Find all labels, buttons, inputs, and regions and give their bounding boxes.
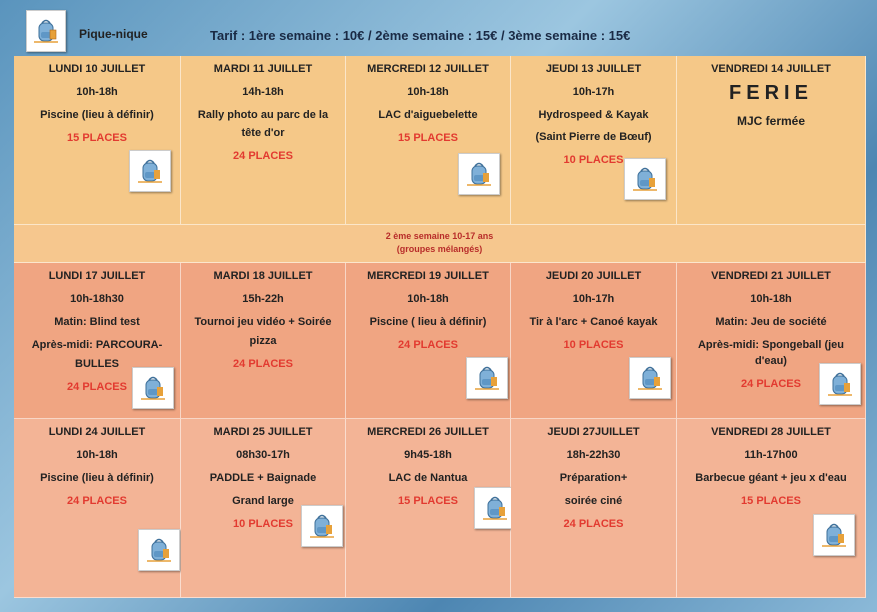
day-activity: Matin: Jeu de société: [715, 316, 827, 328]
day-time: 10h-17h: [572, 86, 615, 98]
day-places: 24 PLACES: [563, 518, 624, 530]
backpack-icon: [630, 164, 660, 194]
day-title: MARDI 25 JUILLET: [213, 426, 313, 438]
day-time: 10h-18h: [407, 86, 449, 98]
day-time: 14h-18h: [242, 86, 284, 98]
day-activity: d'eau): [755, 355, 787, 367]
day-time: 11h-17h00: [744, 449, 798, 461]
day-cell-mercredi-12: [346, 56, 511, 225]
day-title: MARDI 18 JUILLET: [213, 270, 313, 282]
day-title: LUNDI 10 JUILLET: [48, 63, 146, 75]
day-activity: Tournoi jeu vidéo + Soirée: [194, 316, 332, 328]
day-activity: Après-midi: Spongeball (jeu: [697, 339, 845, 351]
backpack-icon: [144, 535, 174, 565]
day-title: VENDREDI 21 JUILLET: [711, 270, 831, 282]
day-title: JEUDI 13 JUILLET: [545, 63, 642, 75]
day-places: 15 PLACES: [398, 132, 458, 144]
picnic-badge: [138, 529, 180, 571]
day-cell-lundi-24: [14, 419, 181, 598]
ferie-label: FERIE: [729, 82, 813, 104]
day-cell-jeudi-20: [511, 263, 677, 419]
backpack-icon: [480, 493, 510, 523]
day-time: 15h-22h: [242, 293, 284, 305]
day-cell-mardi-25: [181, 419, 346, 598]
day-places: 24 PLACES: [67, 495, 127, 507]
day-places: 15 PLACES: [398, 495, 458, 507]
day-places: 10 PLACES: [563, 339, 624, 351]
day-time: 10h-18h: [76, 86, 118, 98]
day-title: JEUDI 27JUILLET: [547, 426, 640, 438]
day-places: 10 PLACES: [233, 518, 293, 530]
day-cell-mardi-18: [181, 263, 346, 419]
day-cell-lundi-17: [14, 263, 181, 419]
picnic-badge: [629, 357, 671, 399]
day-cell-mardi-11: [181, 56, 346, 225]
day-places: 15 PLACES: [67, 132, 127, 144]
day-time: 08h30-17h: [236, 449, 290, 461]
picnic-badge: [466, 357, 508, 399]
day-activity: soirée ciné: [564, 495, 623, 507]
day-activity: tête d'or: [241, 127, 285, 139]
day-places: 24 PLACES: [233, 150, 293, 162]
backpack-icon: [819, 520, 849, 550]
backpack-icon: [464, 159, 494, 189]
schedule-grid: [14, 56, 866, 598]
day-time: 10h-18h: [76, 449, 118, 461]
day-places: 24 PLACES: [398, 339, 458, 351]
day-title: MERCREDI 26 JUILLET: [367, 426, 489, 438]
day-cell-mercredi-26: [346, 419, 511, 598]
day-activity: Tir à l'arc + Canoé kayak: [529, 316, 658, 328]
day-title: LUNDI 17 JUILLET: [48, 270, 146, 282]
day-activity: LAC de Nantua: [388, 472, 468, 484]
legend-picnic-icon-box: [26, 10, 66, 52]
day-title: VENDREDI 28 JUILLET: [711, 426, 831, 438]
day-title: LUNDI 24 JUILLET: [48, 426, 146, 438]
backpack-icon: [138, 373, 168, 403]
picnic-badge: [129, 150, 171, 192]
picnic-badge: [458, 153, 500, 195]
legend-label: Pique-nique: [79, 27, 148, 41]
day-cell-vendredi-21: [677, 263, 866, 419]
picnic-badge: [132, 367, 174, 409]
day-title: MERCREDI 19 JUILLET: [367, 270, 489, 282]
day-activity: Rally photo au parc de la: [197, 109, 329, 121]
day-title: MARDI 11 JUILLET: [213, 63, 313, 75]
separator-line2: (groupes mélangés): [396, 244, 483, 254]
day-time: 10h-18h: [750, 293, 792, 305]
day-cell-lundi-10: [14, 56, 181, 225]
day-places: 15 PLACES: [741, 495, 801, 507]
day-activity: Après-midi: PARCOURA-: [31, 339, 163, 351]
day-activity: Préparation+: [559, 472, 628, 484]
day-cell-vendredi-14: [677, 56, 866, 225]
picnic-badge: [819, 363, 861, 405]
day-activity: BULLES: [75, 358, 119, 370]
separator-line1: 2 ème semaine 10-17 ans: [385, 231, 494, 241]
backpack-icon: [825, 369, 855, 399]
picnic-badge: [474, 487, 516, 529]
day-time: 18h-22h30: [566, 449, 621, 461]
backpack-icon: [635, 363, 665, 393]
day-activity: (Saint Pierre de Bœuf): [535, 131, 652, 143]
day-activity: Piscine (lieu à définir): [40, 109, 154, 121]
day-activity: Piscine ( lieu à définir): [369, 316, 487, 328]
picnic-badge: [813, 514, 855, 556]
picnic-badge: [624, 158, 666, 200]
day-title: JEUDI 20 JUILLET: [545, 270, 642, 282]
day-places: 24 PLACES: [67, 381, 127, 393]
day-places: 24 PLACES: [233, 358, 293, 370]
day-cell-vendredi-28: [677, 419, 866, 598]
day-activity: Matin: Blind test: [54, 316, 140, 328]
picnic-badge: [301, 505, 343, 547]
day-activity: Hydrospeed & Kayak: [538, 109, 649, 121]
day-activity: Barbecue géant + jeu x d'eau: [695, 472, 847, 484]
day-places: 10 PLACES: [563, 154, 624, 166]
day-time: 9h45-18h: [404, 449, 452, 461]
backpack-icon: [307, 511, 337, 541]
closed-note: MJC fermée: [736, 114, 806, 128]
tarif-text: Tarif : 1ère semaine : 10€ / 2ème semaine : 15€ / 3ème semaine : 15€: [210, 28, 631, 43]
day-cell-jeudi-13: [511, 56, 677, 225]
day-cell-jeudi-27: [511, 419, 677, 598]
day-activity: Piscine (lieu à définir): [40, 472, 154, 484]
day-places: 24 PLACES: [741, 378, 801, 390]
day-time: 10h-18h30: [70, 293, 124, 305]
day-title: MERCREDI 12 JUILLET: [367, 63, 489, 75]
day-activity: LAC d'aiguebelette: [378, 109, 478, 121]
backpack-icon: [135, 156, 165, 186]
backpack-icon: [472, 363, 502, 393]
backpack-icon: [31, 16, 61, 46]
day-activity: pizza: [249, 335, 277, 347]
week-separator: [14, 225, 866, 263]
day-cell-mercredi-19: [346, 263, 511, 419]
day-time: 10h-18h: [407, 293, 449, 305]
day-time: 10h-17h: [572, 293, 615, 305]
day-activity: Grand large: [232, 495, 294, 507]
day-title: VENDREDI 14 JUILLET: [711, 63, 831, 75]
day-activity: PADDLE + Baignade: [209, 472, 317, 484]
